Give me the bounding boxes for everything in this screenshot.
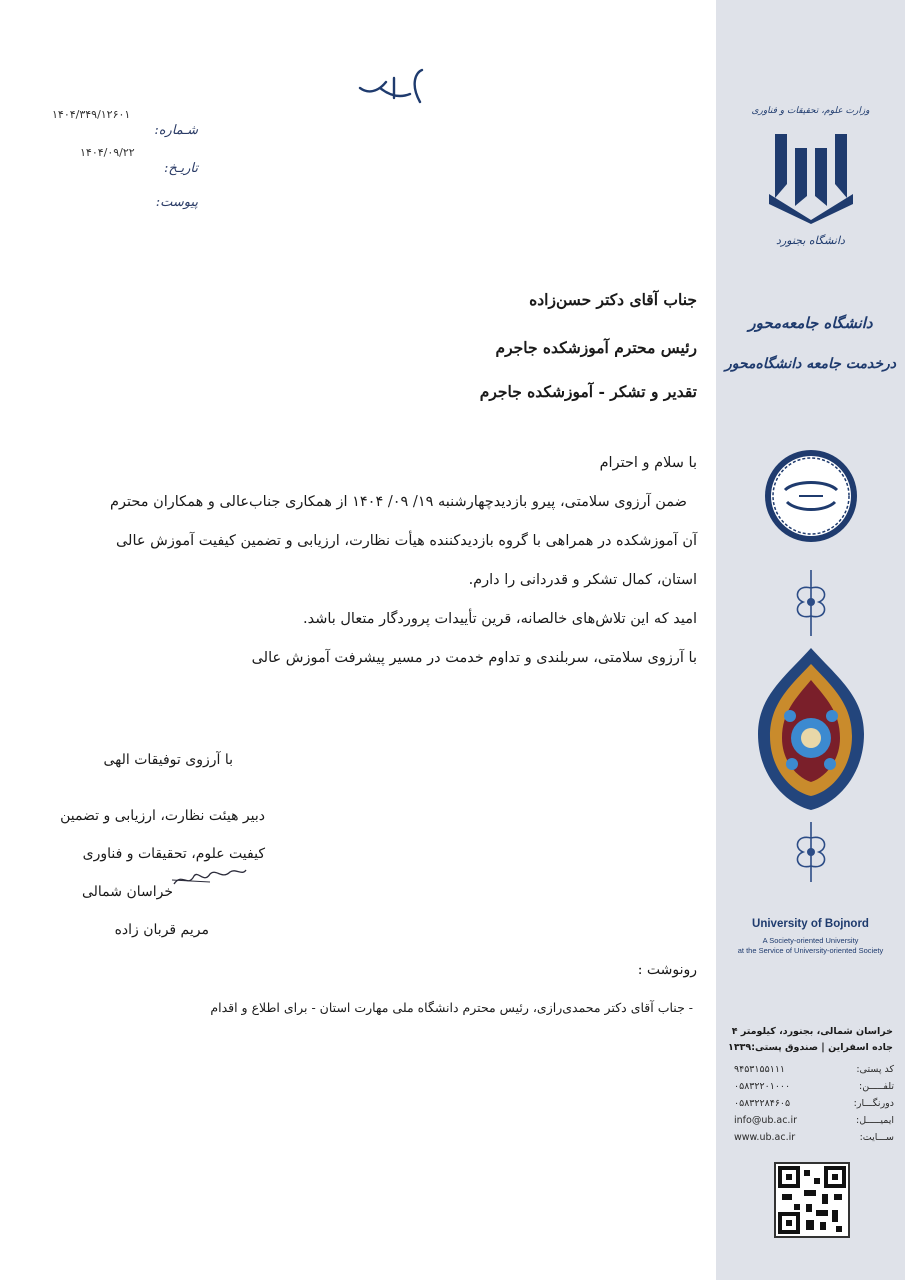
ornament-top xyxy=(716,568,905,638)
greeting: با سلام و احترام xyxy=(599,455,697,471)
contact-value[interactable]: www.ub.ac.ir xyxy=(734,1132,796,1143)
ministry-text: وزارت علوم، تحقیقات و فناوری xyxy=(751,106,870,116)
body-paragraph-3: با آرزوی سلامتی، سربلندی و تداوم خدمت در مسیر پیشرفت آموزش عالی xyxy=(251,650,697,666)
tagline-en-1: A Society-oriented University xyxy=(762,936,859,945)
slogan-1: دانشگاه جامعه‌محور xyxy=(748,314,873,332)
letterhead-sidebar xyxy=(716,0,905,1280)
university-logo-icon xyxy=(761,124,861,224)
recipient-name: جناب آقای دکتر حسن‌زاده xyxy=(529,290,697,309)
contact-value: ۰۵۸۳۲۲۰۱۰۰۰ xyxy=(734,1081,791,1092)
university-name-en: University of Bojnord xyxy=(752,918,869,930)
cc-label: رونوشت : xyxy=(637,962,697,978)
university-name-fa: دانشگاه بجنورد xyxy=(776,234,845,247)
signer-title-line-3: خراسان شمالی xyxy=(81,884,173,900)
contact-label: تلفـــــن: xyxy=(859,1081,894,1092)
contact-row-postal xyxy=(734,1064,894,1080)
closing-wish: با آرزوی توفیقات الهی xyxy=(103,752,233,768)
letter-number-label: شـماره: xyxy=(154,123,198,138)
ornament-flourish-icon xyxy=(781,568,841,638)
recipient-title: رئیس محترم آموزشکده جاجرم xyxy=(495,338,697,357)
letter-date-label: تاریـخ: xyxy=(163,161,198,176)
cc-item: - جناب آقای دکتر محمدی‌رازی، رئیس محترم دانشگاه ملی مهارت استان - برای اطلاع و اقدام xyxy=(210,1000,693,1015)
body-paragraph-1-line-3: استان، کمال تشکر و قدردانی را دارم. xyxy=(468,572,697,588)
qr-code-icon xyxy=(776,1164,848,1236)
signer-title-line-2: کیفیت علوم، تحقیقات و فناوری xyxy=(82,846,265,862)
handwritten-signature xyxy=(170,862,250,892)
contact-value: ۰۵۸۳۲۲۸۴۶۰۵ xyxy=(734,1098,791,1109)
address-line-2: جاده اسفراین | صندوق پستی:۱۳۳۹ xyxy=(728,1042,893,1053)
contact-row-fax xyxy=(734,1098,894,1114)
invocation-calligraphy-icon xyxy=(350,64,430,108)
ornament-flourish-icon xyxy=(781,820,841,884)
contact-row-email xyxy=(734,1115,894,1131)
social-capital-seal xyxy=(716,446,905,546)
contact-label: دورنگـــار: xyxy=(853,1098,894,1109)
contact-row-phone xyxy=(734,1081,894,1097)
letter-date-value: ۱۴۰۴/۰۹/۲۲ xyxy=(80,146,135,159)
qr-code[interactable] xyxy=(774,1162,850,1238)
seal-rosette-icon xyxy=(761,446,861,546)
seal-text xyxy=(716,446,728,447)
letter-subject: تقدیر و تشکر - آموزشکده جاجرم xyxy=(479,382,697,401)
signature-scribble-icon xyxy=(170,862,250,892)
contact-label: کد پستی: xyxy=(856,1064,894,1075)
contact-value[interactable]: info@ub.ac.ir xyxy=(734,1115,797,1126)
body-paragraph-1-line-2: آن آموزشکده در همراهی با گروه بازدیدکننده هیأت نظارت، ارزیابی و تضمین کیفیت آموزش عالی xyxy=(115,533,697,549)
tagline-en-2: at the Service of University-oriented Society xyxy=(737,946,884,955)
letter-number-value: ۱۴۰۴/۳۴۹/۱۲۶۰۱ xyxy=(52,108,131,121)
university-logo xyxy=(716,124,905,228)
slogan-2: درخدمت جامعه دانشگاه‌محور xyxy=(724,356,897,372)
contact-label: ســـایت: xyxy=(859,1132,894,1143)
invocation-calligraphy xyxy=(350,64,430,108)
signer-name: مریم قربان زاده xyxy=(114,922,209,938)
ornament-bottom xyxy=(716,820,905,884)
body-paragraph-2: امید که این تلاش‌های خالصانه، قرین تأییدات پروردگار متعال باشد. xyxy=(302,611,697,627)
contact-label: ایمیـــــل: xyxy=(856,1115,894,1126)
address-line-1: خراسان شمالی، بجنورد، کیلومتر ۴ xyxy=(731,1026,893,1037)
letter-attachment-label: پیوست: xyxy=(155,195,198,210)
contact-row-website xyxy=(734,1132,894,1148)
signer-title-line-1: دبیر هیئت نظارت، ارزیابی و تضمین xyxy=(60,808,265,824)
invocation-text xyxy=(350,64,430,65)
medallion-tile-icon xyxy=(756,646,866,812)
body-paragraph-1-line-1: ضمن آرزوی سلامتی، پیرو بازدیدچهارشنبه ۱۹/ ۰۹/ ۱۴۰۴ از همکاری جناب‌عالی و همکاران محترم xyxy=(110,494,687,510)
islamic-medallion xyxy=(716,646,905,812)
contact-value: ۹۴۵۳۱۵۵۱۱۱ xyxy=(734,1064,786,1075)
